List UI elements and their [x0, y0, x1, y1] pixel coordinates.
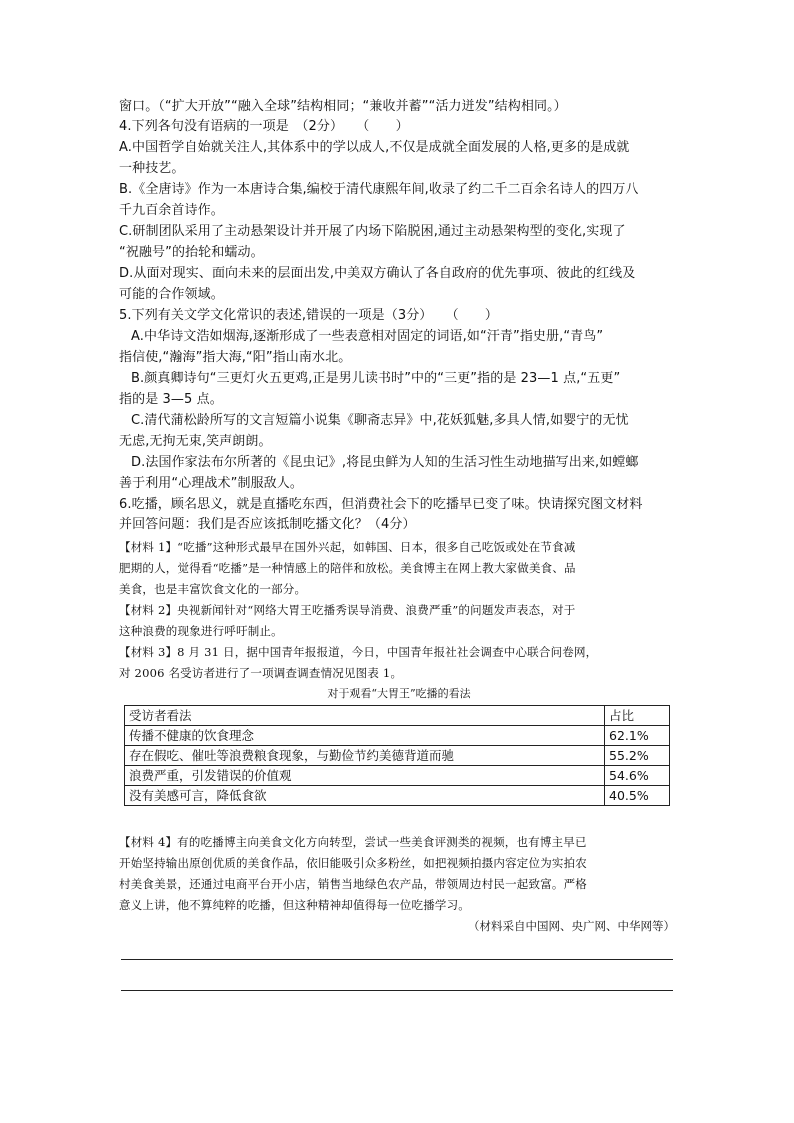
table-title: 对于观看“大胃王”吃播的看法 — [327, 687, 471, 700]
material-4-cont: 开始坚持输出原创优质的美食作品，依旧能吸引众多粉丝，如把视频拍摄内容定位为实拍农 — [119, 856, 587, 870]
question-6-stem: 6.吃播，顾名思义，就是直播吃东西，但消费社会下的吃播早已变了味。快请探究图文材料 — [119, 497, 643, 512]
table-cell: 没有美感可言，降低食欲 — [125, 786, 605, 806]
table-cell: 40.5% — [605, 786, 670, 806]
source-note: （材料采自中国网、央广网、中华网等） — [468, 919, 675, 933]
answer-line[interactable] — [121, 959, 673, 960]
material-2-cont: 这种浪费的现象进行呼吁制止。 — [119, 624, 283, 638]
table-row — [125, 726, 670, 746]
q5-option-a-cont: 指信使,“瀚海”指大海,“阳”指山南水北。 — [119, 350, 352, 365]
q4-option-d: D.从面对现实、面向未来的层面出发,中美双方确认了各自政府的优先事项、彼此的红线及 — [119, 266, 636, 281]
material-3: 【材料 3】8 月 31 日，据中国青年报报道，今日，中国青年报社社会调查中心联合问卷网， — [119, 645, 598, 659]
q4-option-c: C.研制团队采用了主动悬架设计并开展了内场下陷脱困,通过主动悬架构型的变化,实现了 — [119, 224, 626, 239]
table-row — [125, 746, 670, 766]
q4-option-a: A.中国哲学自始就关注人,其体系中的学以成人,不仅是成就全面发展的人格,更多的是成就 — [119, 140, 630, 155]
q5-option-b-cont: 指的是 3—5 点。 — [119, 392, 223, 407]
table-row — [125, 786, 670, 806]
material-4-cont: 意义上讲，他不算纯粹的吃播，但这种精神却值得每一位吃播学习。 — [119, 898, 470, 912]
question-6-stem-cont: 并回答问题：我们是否应该抵制吃播文化？（4分） — [119, 517, 416, 532]
q4-option-d-cont: 可能的合作领域。 — [119, 287, 224, 302]
material-2: 【材料 2】央视新闻针对“网络大胃王吃播秀误导消费、浪费严重”的问题发声表态，对于 — [119, 603, 576, 617]
table-cell: 浪费严重，引发错误的价值观 — [125, 766, 605, 786]
material-1-cont: 美食，也是丰富饮食文化的一部分。 — [119, 582, 307, 596]
material-1-cont: 肥期的人，觉得看“吃播”是一种情感上的陪伴和放松。美食博主在网上教大家做美食、品 — [119, 561, 576, 575]
q5-option-d: D.法国作家法布尔所著的《昆虫记》,将昆虫鲜为人知的生活习性生动地描写出来,如螳螂 — [131, 455, 639, 470]
q4-option-b-cont: 千九百余首诗作。 — [119, 203, 224, 218]
table-header-cell: 占比 — [605, 706, 670, 726]
q5-option-a: A.中华诗文浩如烟海,逐渐形成了一些表意相对固定的词语,如“汗青”指史册,“青鸟” — [131, 329, 604, 344]
material-4: 【材料 4】有的吃播博主向美食文化方向转型，尝试一些美食评测类的视频，也有博主早已 — [119, 835, 587, 849]
question-4-stem: 4.下列各句没有语病的一项是 （2分） （ ） — [119, 119, 409, 134]
table-cell: 54.6% — [605, 766, 670, 786]
table-cell: 62.1% — [605, 726, 670, 746]
material-3-cont: 对 2006 名受访者进行了一项调查调查情况见图表 1。 — [119, 666, 403, 680]
material-1: 【材料 1】“吃播”这种形式最早在国外兴起，如韩国、日本，很多自己吃饭或处在节食减 — [119, 540, 576, 554]
answer-line[interactable] — [121, 990, 673, 991]
table-header-cell: 受访者看法 — [125, 706, 605, 726]
q5-option-c: C.清代蒲松龄所写的文言短篇小说集《聊斋志异》中,花妖狐魅,多具人情,如婴宁的无忧 — [131, 413, 629, 428]
material-4-cont: 村美食美景，还通过电商平台开小店，销售当地绿色农产品，带领周边村民一起致富。严格 — [119, 877, 587, 891]
q4-option-b: B.《全唐诗》作为一本唐诗合集,编校于清代康熙年间,收录了约二千二百余名诗人的四万八 — [119, 182, 639, 197]
text-line: 窗口。（“扩大开放”“融入全球”结构相同；“兼收并蓄”“活力迸发”结构相同。） — [119, 99, 567, 114]
q4-option-a-cont: 一种技艺。 — [119, 161, 185, 176]
table-cell: 存在假吃、催吐等浪费粮食现象，与勤俭节约美德背道而驰 — [125, 746, 605, 766]
table-header-row — [125, 706, 670, 726]
survey-table — [124, 705, 670, 806]
q4-option-c-cont: “祝融号”的抬轮和蠕动。 — [119, 245, 264, 260]
question-5-stem: 5.下列有关文学文化常识的表述,错误的一项是（3分） （ ） — [119, 308, 499, 323]
table-cell: 55.2% — [605, 746, 670, 766]
q5-option-c-cont: 无虑,无拘无束,笑声朗朗。 — [119, 434, 272, 449]
q5-option-d-cont: 善于利用“心理战术”制服敌人。 — [119, 476, 303, 491]
table-row — [125, 766, 670, 786]
q5-option-b: B.颜真卿诗句“三更灯火五更鸡,正是男儿读书时”中的“三更”指的是 23—1 点,“五更” — [131, 371, 621, 386]
table-cell: 传播不健康的饮食理念 — [125, 726, 605, 746]
